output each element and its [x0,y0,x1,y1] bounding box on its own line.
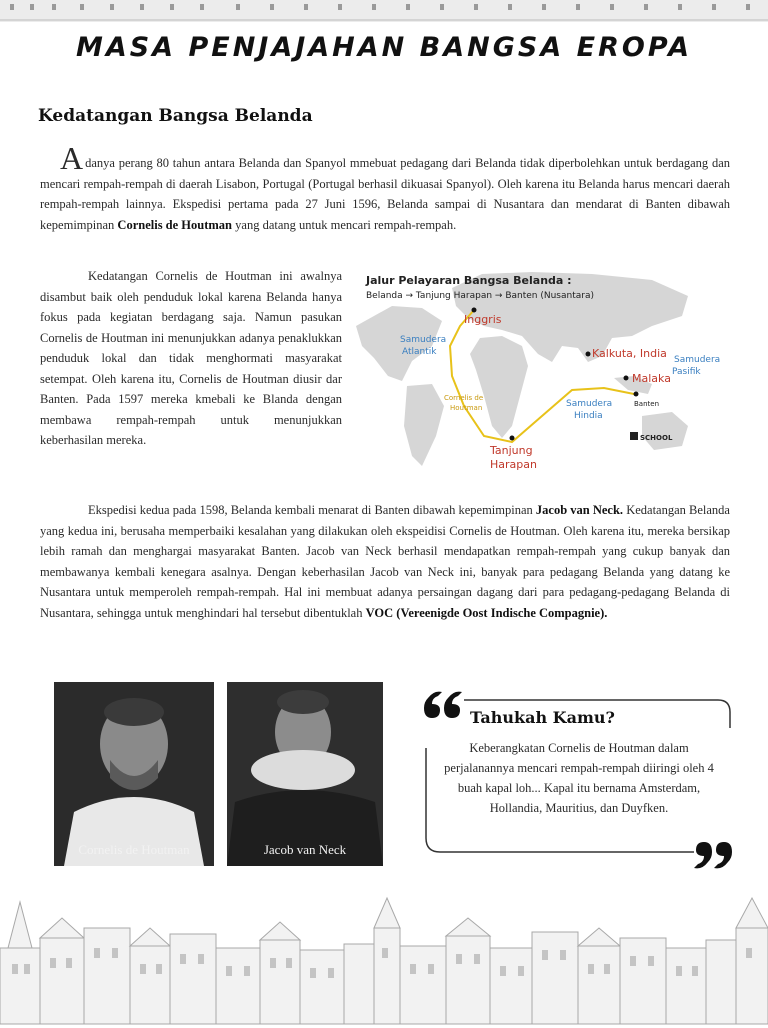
caption-vanneck: Jacob van Neck [263,842,347,857]
label-houtman-1: Cornelis de [444,394,484,402]
intro-end: yang datang untuk mencari rempah-rempah. [232,217,457,232]
school-logo-text: SCHOOL [640,434,673,442]
top-building-border [0,0,768,22]
section-heading: Kedatangan Bangsa Belanda [38,106,313,126]
label-pasifik-1: Samudera [674,355,721,365]
p3-text-1: Ekspedisi kedua pada 1598, Belanda kembali menarat di Banten dibawah kepemimpinan [88,503,536,517]
label-pasifik-2: Pasifik [672,367,701,377]
map-title: Jalur Pelayaran Bangsa Belanda : [366,274,572,287]
did-you-know-box [418,688,740,864]
intro-text: danya perang 80 tahun antara Belanda dan Spanyol mmebuat pedagang dari Belanda tidak diperbolehkan untuk berdagang dan mencari rempah-rempah di daerah Lisabon, Portugal (Portugal berhasil dikuasai Spanyol). Oleh karena itu Belanda harus mencari daerah rempah-rempah lainnya. Ekspedisi pertama pada 27 Juni 1596, Belanda sampai di Nusantara dan mendarat di Banten dibawah kepemimpinan [40,156,730,232]
dropcap: A [60,140,84,176]
label-atlantik-2: Atlantik [402,347,437,357]
label-kalkuta: Kalkuta, India [592,347,667,360]
quote-text: Keberangkatan Cornelis de Houtman dalam perjalanannya mencari rempah-rempah diiringi oleh 4 buah kapal loh... Kapal itu bernama Amsterdam, Hollandia, Mauritius, dan Duyfken. [444,741,714,815]
open-quote-icon [424,692,462,718]
label-tanjung-1: Tanjung [490,444,533,457]
portrait-houtman [54,682,214,866]
close-quote-icon [694,842,732,868]
map-route-text: Belanda → Tanjung Harapan → Banten (Nusantara) [366,291,594,301]
vanneck-paragraph [40,500,730,623]
houtman-paragraph: Kedatangan Cornelis de Houtman ini awalnya disambut baik oleh penduduk lokal karena Belanda hanya fokus pada kegiatan berdagang saja. Namun pasukan Cornelis de Houtman ini menunjukkan adanya penaklukkan penduduk lokal dan tidak menghormati masyarakat setempat. Oleh karena itu, Cornelis de Houtman diusir dar Banten. Pada 1597 mereka kmebali ke Blanda dengan membawa rempah-rempah untuk menunjukkan keberhasilan mereka. [40,269,342,447]
intro-bold-name: Cornelis de Houtman [117,217,233,232]
label-banten: Banten [634,400,660,408]
intro-paragraph [40,140,730,235]
portrait-vanneck [227,682,383,866]
caption-houtman: Cornelis de Houtman [78,842,190,857]
page-title: MASA PENJAJAHAN BANGSA EROPA [75,32,693,63]
label-hindia-1: Samudera [566,399,613,409]
label-houtman-2: Houtman [450,404,483,412]
bottom-building-border [0,888,768,1024]
label-atlantik-1: Samudera [400,335,447,345]
p3-text-2: Kedatangan Belanda yang kedua ini, berusaha memperbaiki kesalahan yang dilakukan oleh ekspeidisi Cornelis de Houtman. Oleh karena itu, mereka bersikap lebih ramah dan menghargai masyarakat Banten. Jacob van Neck berhasil mendapatkan rempah-rempah yang cukup banyak dan membawanya kembali kenegara asalnya. Dengan keberhasilan Jacob van Neck ini, banyak para pedagang Belanda yang datang ke Nusantara untuk memperoleh rempah-rempah. Hal ini membuat adanya persaingan dagang dari para pedagang-pedagang Belanda di Nusantara, sehingga untuk menghindari hal tersebut dibentuklah [40,503,730,620]
quote-title: Tahukah Kamu? [470,708,615,727]
p3-bold-voc: VOC (Vereenigde Oost Indische Compagnie). [365,605,608,620]
label-inggris: Inggris [464,313,502,326]
label-malaka: Malaka [632,372,671,385]
label-tanjung-2: Harapan [490,458,537,471]
label-hindia-2: Hindia [574,411,603,421]
p3-bold-name: Jacob van Neck. [535,503,624,517]
route-map [352,266,721,478]
